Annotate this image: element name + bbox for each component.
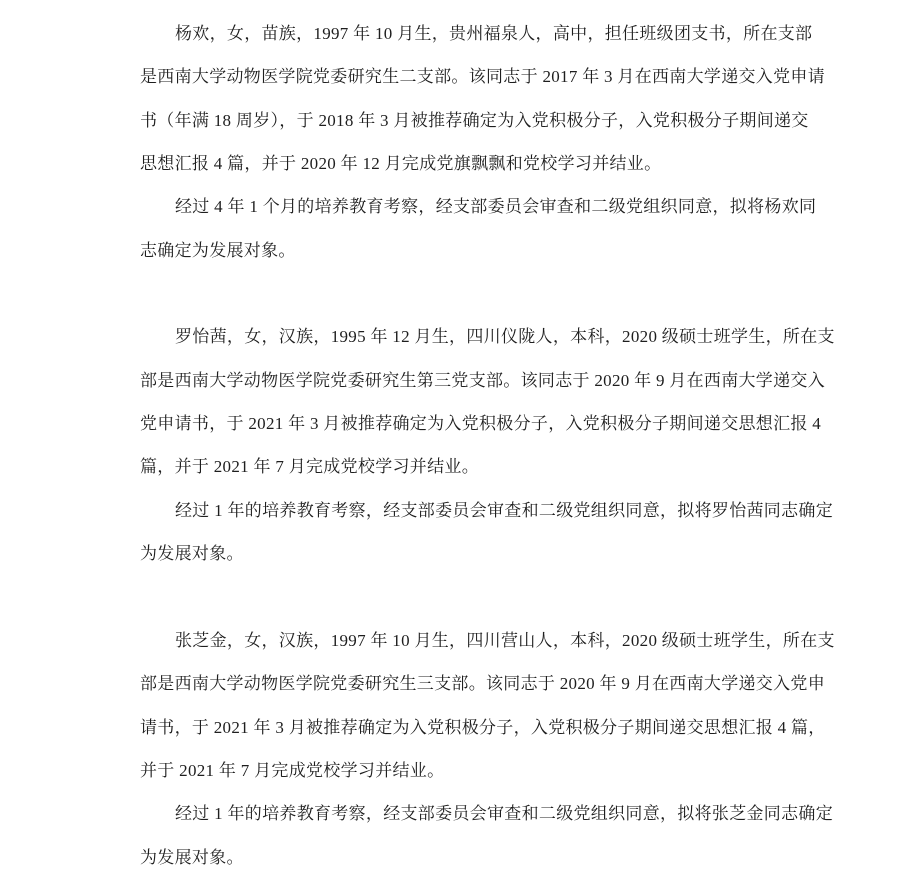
text-line: 经过 1 年的培养教育考察，经支部委员会审查和二级党组织同意，拟将罗怡茜同志确定: [175, 500, 833, 520]
candidate-decision: [140, 792, 843, 879]
text-line: 党申请书，于 2021 年 3 月被推荐确定为入党积极分子，入党积极分子期间递交思想汇报 4: [140, 414, 822, 434]
candidate-decision: [140, 489, 843, 576]
text-line: 志确定为发展对象。: [140, 240, 296, 260]
text-line: 为发展对象。: [140, 847, 244, 867]
text-line: 经过 1 年的培养教育考察，经支部委员会审查和二级党组织同意，拟将张芝金同志确定: [175, 804, 833, 824]
candidate-profile: [140, 619, 843, 792]
text-line: 部是西南大学动物医学院党委研究生三支部。该同志于 2020 年 9 月在西南大学递交入党申: [140, 674, 825, 694]
text-line: 罗怡茜，女，汉族，1995 年 12 月生，四川仪陇人，本科，2020 级硕士班学生，所在支: [175, 327, 835, 347]
text-line: 篇，并于 2021 年 7 月完成党校学习并结业。: [140, 457, 479, 477]
text-line: 经过 4 年 1 个月的培养教育考察，经支部委员会审查和二级党组织同意，拟将杨欢同: [175, 197, 817, 217]
text-line: 为发展对象。: [140, 544, 244, 564]
candidate-profile: [140, 315, 843, 488]
text-line: 并于 2021 年 7 月完成党校学习并结业。: [140, 760, 445, 780]
candidate-profile: [140, 12, 843, 185]
text-line: 思想汇报 4 篇，并于 2020 年 12 月完成党旗飘飘和党校学习并结业。: [140, 154, 662, 174]
text-line: 杨欢，女，苗族，1997 年 10 月生，贵州福泉人，高中，担任班级团支书，所在支部: [175, 24, 813, 43]
blank-line: [140, 575, 843, 618]
text-line: 部是西南大学动物医学院党委研究生第三党支部。该同志于 2020 年 9 月在西南大学递交入: [140, 370, 825, 390]
candidate-decision: [140, 185, 843, 272]
text-line: 是西南大学动物医学院党委研究生二支部。该同志于 2017 年 3 月在西南大学递交入党申请: [140, 67, 825, 87]
text-line: 书（年满 18 周岁），于 2018 年 3 月被推荐确定为入党积极分子，入党积极分子期间递交: [140, 110, 809, 130]
text-line: 张芝金，女，汉族，1997 年 10 月生，四川营山人，本科，2020 级硕士班学生，所在支: [175, 630, 835, 650]
blank-line: [140, 272, 843, 315]
text-line: 请书，于 2021 年 3 月被推荐确定为入党积极分子，入党积极分子期间递交思想汇报 4 篇，: [140, 717, 826, 737]
